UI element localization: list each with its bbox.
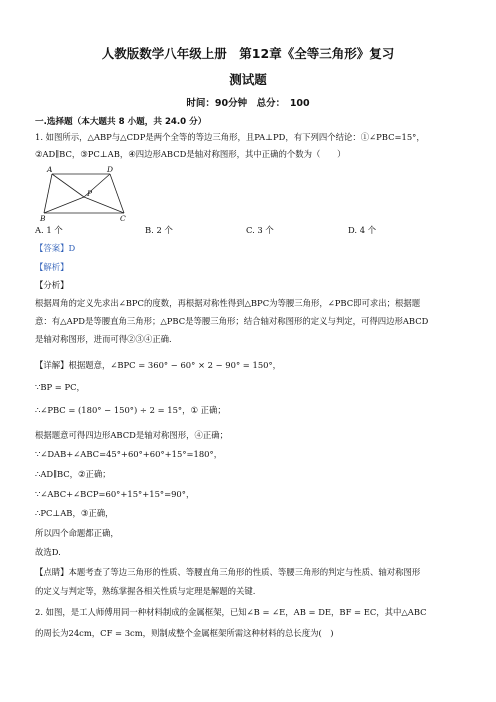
label-d: D bbox=[107, 165, 114, 174]
page-subtitle: 测试题 bbox=[229, 72, 267, 87]
q1-fenxi-1: 根据周角的定义先求出∠BPC的度数，再根据对称性得到△BPC为等腰三角形，∠PBC即可求出；根据题 bbox=[35, 298, 421, 308]
q1-stem-line2: ②AD∥BC，③PC⊥AB，④四边形ABCD是轴对称图形，其中正确的个数为（ ） bbox=[35, 149, 346, 159]
label-c: C bbox=[120, 214, 126, 222]
edge-pb bbox=[44, 197, 84, 213]
q1-option-b: B. 2 个 bbox=[145, 225, 173, 235]
q1-fenxi-tag: 【分析】 bbox=[35, 280, 69, 290]
q1-detail-9: 所以四个命题都正确， bbox=[35, 528, 119, 538]
edge-dc bbox=[110, 174, 124, 213]
q2-stem-line2: 的周长为24cm，CF = 3cm，则制成整个金属框架所需这种材料的总长度为( ) bbox=[35, 628, 334, 638]
q1-detail-3: ∴∠PBC = (180° − 150°) ÷ 2 = 15°，① 正确； bbox=[35, 405, 226, 415]
q2-stem-line1: 2. 如图，是工人师傅用同一种材料制成的金属框架，已知∠B = ∠E，AB = DE，BF = EC，其中△ABC bbox=[35, 607, 427, 617]
q1-comment-1: 【点睛】本题考查了等边三角形的性质、等腰直角三角形的性质、等腰三角形的判定与性质、轴对称图形 bbox=[35, 567, 421, 577]
q1-detail-1: 【详解】根据题意，∠BPC = 360° − 60° × 2 − 90° = 150°， bbox=[35, 360, 282, 370]
label-b: B bbox=[40, 214, 46, 222]
q1-detail-6: ∴AD∥BC，②正确； bbox=[35, 469, 111, 479]
q1-stem-line1: 1. 如图所示，△ABP与△CDP是两个全等的等边三角形，且PA⊥PD，有下列四个结论：①∠PBC=15°， bbox=[35, 132, 425, 142]
q1-analysis-tag: 【解析】 bbox=[35, 262, 69, 272]
q1-detail-4: 根据题意可得四边形ABCD是轴对称图形，④正确； bbox=[35, 430, 228, 440]
q1-figure bbox=[38, 164, 138, 222]
page-title: 人教版数学八年级上册 第12章《全等三角形》复习 bbox=[101, 46, 395, 61]
q1-option-a: A. 1 个 bbox=[35, 225, 63, 235]
q1-option-c: C. 3 个 bbox=[246, 225, 274, 235]
q1-fenxi-3: 是轴对称图形，进而可得②③④正确. bbox=[35, 334, 172, 344]
label-p: P bbox=[87, 189, 93, 198]
edge-pc bbox=[84, 197, 124, 213]
q1-answer: 【答案】D bbox=[35, 243, 76, 253]
label-a: A bbox=[47, 165, 53, 174]
q1-detail-7: ∵∠ABC+∠BCP=60°+15°+15°=90°， bbox=[35, 489, 195, 499]
q1-detail-8: ∴PC⊥AB，③正确， bbox=[35, 508, 114, 518]
edge-ab bbox=[44, 174, 52, 213]
q1-detail-10: 故选D. bbox=[35, 547, 61, 557]
q1-fenxi-2: 意：有△APD是等腰直角三角形；△PBC是等腰三角形；结合轴对称图形的定义与判定，可得四边形ABCD bbox=[35, 316, 429, 326]
exam-meta: 时间：90分钟 总分： 100 bbox=[186, 98, 310, 109]
q1-detail-5: ∵∠DAB+∠ABC=45°+60°+60°+15°=180°， bbox=[35, 449, 223, 459]
q1-detail-2: ∵BP = PC， bbox=[35, 382, 85, 392]
q1-option-d: D. 4 个 bbox=[348, 225, 377, 235]
q1-comment-2: 的定义与判定等，熟练掌握各相关性质与定理是解题的关键. bbox=[35, 586, 256, 596]
edge-pa bbox=[52, 174, 84, 197]
section-heading: 一.选择题（本大题共 8 小题，共 24.0 分） bbox=[35, 117, 207, 127]
